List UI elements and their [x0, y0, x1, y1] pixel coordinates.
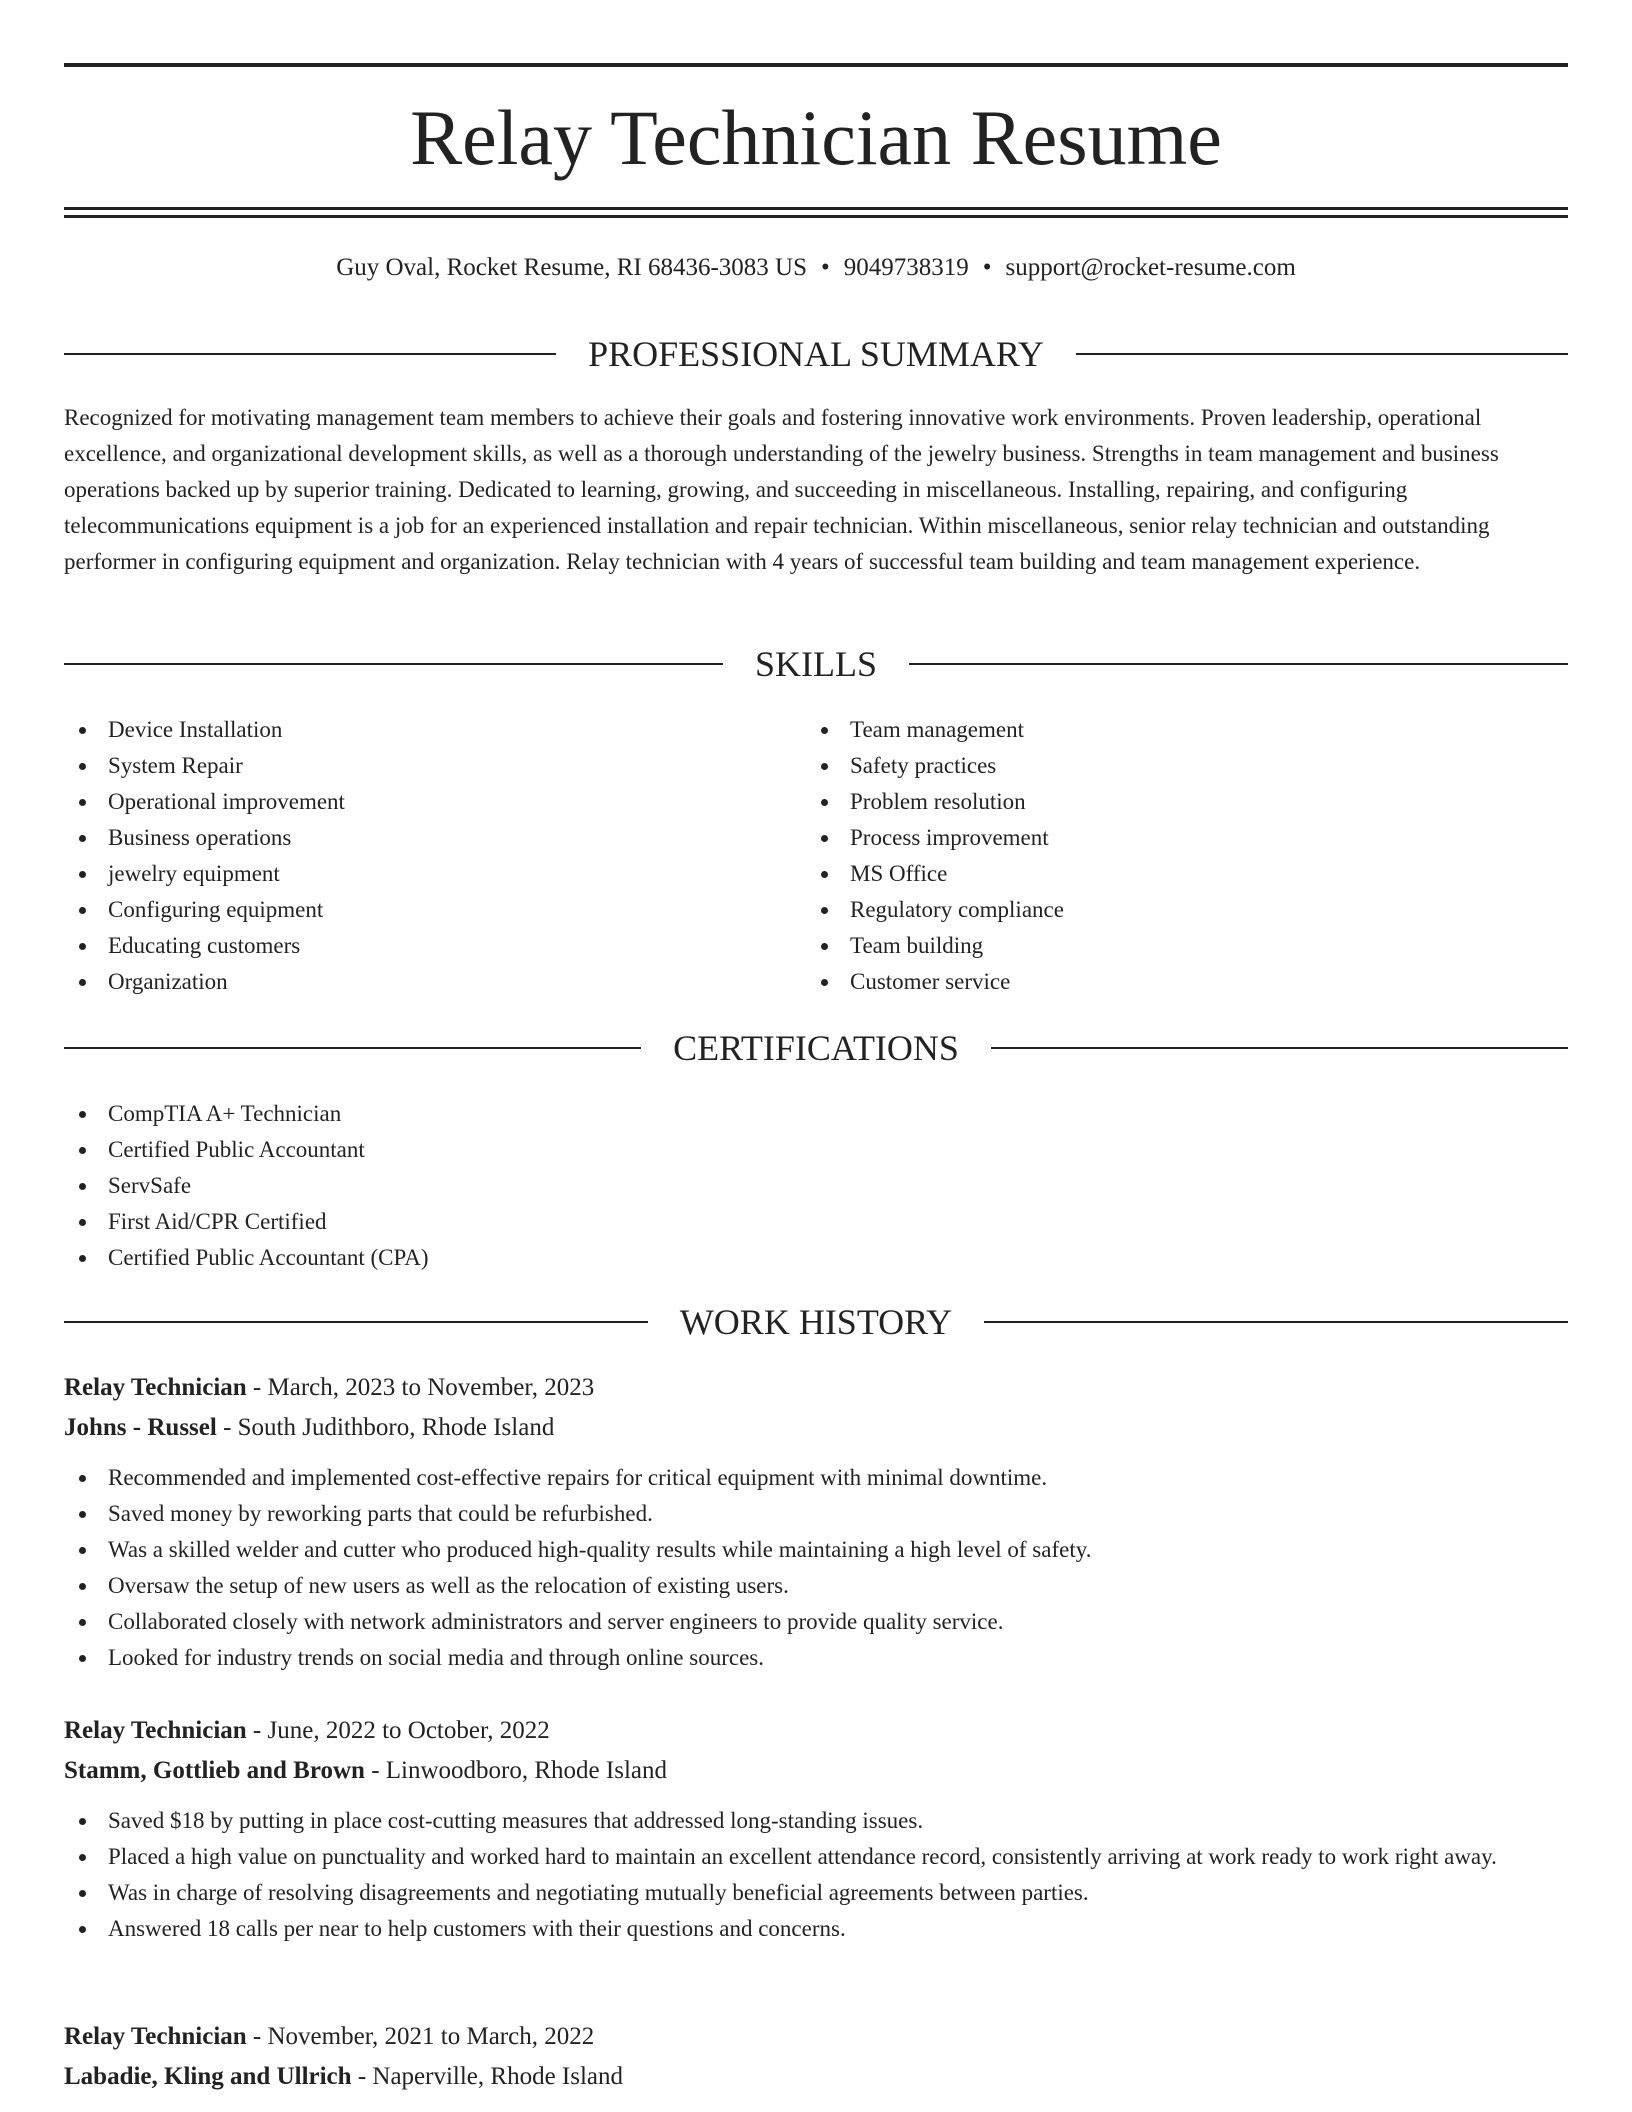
section-title-certifications: CERTIFICATIONS [673, 1028, 959, 1068]
section-rule [64, 1047, 641, 1049]
job-entry [64, 1711, 1568, 1947]
job-title: Relay Technician [64, 1374, 247, 1401]
job-bullets [64, 1460, 1568, 1676]
skill-item: Team management [806, 712, 1546, 748]
skill-item: Organization [64, 964, 804, 1000]
summary-paragraph: Recognized for motivating management team members to achieve their goals and fostering innovative work environments. Proven leadership, operational excellence, and organizational development skills, as well as a thorough understanding of the jewelry business. Strengths in team management and business operations backed up by superior training. Dedicated to learning, growing, and succeeding in miscellaneous. Installing, repairing, and configuring telecommunications equipment is a job for an experienced installation and repair technician. Within miscellaneous, senior relay technician and outstanding performer in configuring equipment and organization. Relay technician with 4 years of successful team building and team management experience. [64, 405, 1499, 574]
job-bullet: Looked for industry trends on social media and through online sources. [64, 1640, 1568, 1676]
job-bullet: Was a skilled welder and cutter who produced high-quality results while maintaining a high level of safety. [64, 1532, 1568, 1568]
section-rule [909, 663, 1568, 665]
job-bullet: Placed a high value on punctuality and worked hard to maintain an excellent attendance record, consistently arriving at work ready to work right away. [64, 1839, 1568, 1875]
section-rule [984, 1321, 1568, 1323]
title-rule-lower [64, 215, 1568, 218]
certification-item: CompTIA A+ Technician [64, 1096, 1568, 1132]
certification-item: First Aid/CPR Certified [64, 1204, 1568, 1240]
skill-item: Process improvement [806, 820, 1546, 856]
section-rule [64, 1321, 648, 1323]
certification-item: Certified Public Accountant (CPA) [64, 1240, 1568, 1276]
title-rule-upper [64, 207, 1568, 210]
skill-item: Educating customers [64, 928, 804, 964]
job-dates: - November, 2021 to March, 2022 [252, 2023, 595, 2050]
job-bullet: Recommended and implemented cost-effective repairs for critical equipment with minimal downtime. [64, 1460, 1568, 1496]
section-header-work-history [64, 1300, 1568, 1344]
job-title: Relay Technician [64, 2023, 247, 2050]
job-company: Johns - Russel [64, 1414, 217, 1441]
job-bullet: Saved money by reworking parts that could be refurbished. [64, 1496, 1568, 1532]
skill-item: Operational improvement [64, 784, 804, 820]
job-bullets [64, 1803, 1568, 1947]
job-title-line [64, 1368, 1568, 1408]
skill-item: Team building [806, 928, 1546, 964]
contact-address: Guy Oval, Rocket Resume, RI 68436-3083 US [336, 254, 807, 281]
skill-item: jewelry equipment [64, 856, 804, 892]
contact-line [64, 252, 1568, 284]
contact-phone: 9049738319 [843, 254, 969, 281]
job-entry [64, 2017, 1568, 2097]
job-bullet: Collaborated closely with network administrators and server engineers to provide quality service. [64, 1604, 1568, 1640]
skill-item: Business operations [64, 820, 804, 856]
section-title-skills: SKILLS [755, 644, 878, 684]
job-dates: - March, 2023 to November, 2023 [252, 1374, 595, 1401]
section-rule [64, 353, 556, 355]
job-dates: - June, 2022 to October, 2022 [252, 1717, 550, 1744]
skill-item: MS Office [806, 856, 1546, 892]
skill-item: Problem resolution [806, 784, 1546, 820]
job-company-line [64, 2057, 1568, 2097]
skill-item: Safety practices [806, 748, 1546, 784]
skill-item: Configuring equipment [64, 892, 804, 928]
skills-list-right [806, 712, 1546, 1000]
job-company: Stamm, Gottlieb and Brown [64, 1757, 365, 1784]
job-bullet: Oversaw the setup of new users as well as the relocation of existing users. [64, 1568, 1568, 1604]
job-company: Labadie, Kling and Ullrich [64, 2063, 352, 2090]
job-location: - South Judithboro, Rhode Island [223, 1414, 555, 1441]
section-title-work-history: WORK HISTORY [679, 1302, 953, 1342]
section-header-skills [64, 642, 1568, 686]
job-bullet: Saved $18 by putting in place cost-cutting measures that addressed long-standing issues. [64, 1803, 1568, 1839]
job-title: Relay Technician [64, 1717, 247, 1744]
job-title-line [64, 1711, 1568, 1751]
job-location: - Naperville, Rhode Island [357, 2063, 624, 2090]
job-company-line [64, 1408, 1568, 1448]
section-rule [64, 663, 723, 665]
section-rule [991, 1047, 1568, 1049]
skill-item: Device Installation [64, 712, 804, 748]
skill-item: Customer service [806, 964, 1546, 1000]
contact-email: support@rocket-resume.com [1005, 254, 1296, 281]
job-bullet: Was in charge of resolving disagreements and negotiating mutually beneficial agreements between parties. [64, 1875, 1568, 1911]
page-title: Relay Technician Resume [410, 94, 1222, 181]
certification-item: ServSafe [64, 1168, 1568, 1204]
job-entry [64, 1368, 1568, 1676]
job-company-line [64, 1751, 1568, 1791]
job-location: - Linwoodboro, Rhode Island [371, 1757, 667, 1784]
contact-separator: • [982, 254, 992, 281]
section-header-summary [64, 332, 1568, 376]
section-rule [1076, 353, 1568, 355]
certification-item: Certified Public Accountant [64, 1132, 1568, 1168]
job-title-line [64, 2017, 1568, 2057]
contact-separator: • [820, 254, 830, 281]
skills-list-left [64, 712, 804, 1000]
top-rule [64, 63, 1568, 67]
skill-item: System Repair [64, 748, 804, 784]
certifications-list [64, 1096, 1568, 1276]
skill-item: Regulatory compliance [806, 892, 1546, 928]
section-title-summary: PROFESSIONAL SUMMARY [588, 334, 1044, 374]
section-header-certifications [64, 1026, 1568, 1070]
job-bullet: Answered 18 calls per near to help customers with their questions and concerns. [64, 1911, 1568, 1947]
